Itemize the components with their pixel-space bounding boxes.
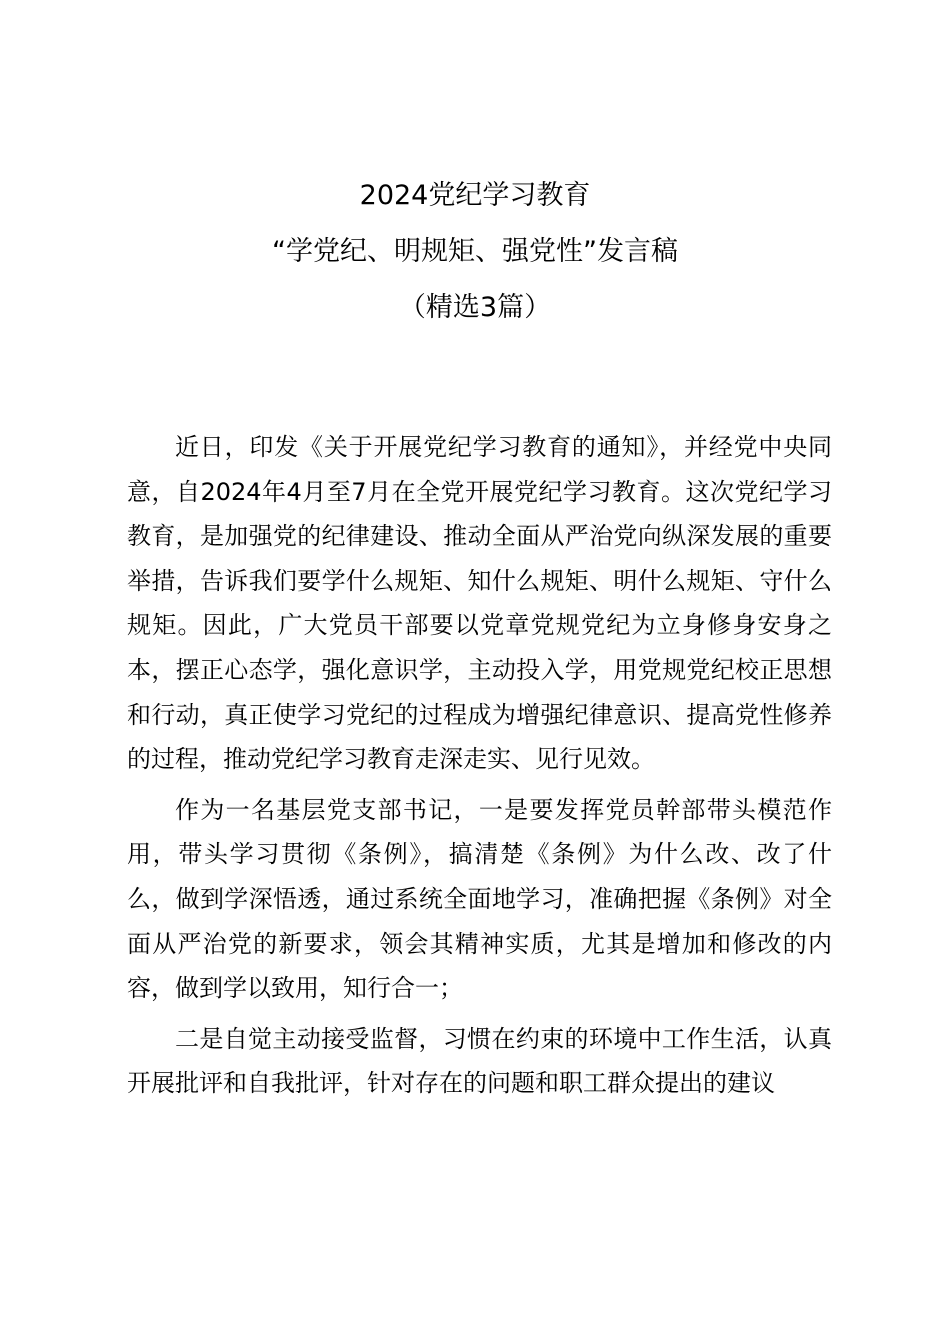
title-line-3: （精选3篇） [398,292,552,323]
title-line-1: 2024党纪学习教育 [359,180,591,211]
paragraph-1: 近日，印发《关于开展党纪学习教育的通知》，并经党中央同意，自2024年4月至7月在全党开展党纪学习教育。这次党纪学习教育，是加强党的纪律建设、推动全面从严治党向纵深发展的重要举措，告诉我们要学什么规矩、知什么规矩、明什么规矩、守什么规矩。因此，广大党员干部要以党章党规党纪为立身修身安身之本，摆正心态学，强化意识学，主动投入学，用党规党纪校正思想和行动，真正使学习党纪的过程成为增强纪律意识、提高党性修养的过程，推动党纪学习教育走深走实、见行见效。 [127,433,832,774]
paragraph-2: 作为一名基层党支部书记，一是要发挥党员幹部带头模范作用，带头学习贯彻《条例》，搞清楚《条例》为什么改、改了什么，做到学深悟透，通过系统全面地学习，准确把握《条例》对全面从严治党的新要求，领会其精神实质，尤其是增加和修改的内容，做到学以致用，知行合一； [127,795,832,1003]
title-line-2: “学党纪、明规矩、强党性”发言稿 [272,236,678,267]
document-title [0,178,950,346]
document-body [127,425,832,1112]
paragraph-3: 二是自觉主动接受监督，习惯在约束的环境中工作生活，认真开展批评和自我批评，针对存在的问题和职工群众提出的建议 [127,1024,832,1098]
